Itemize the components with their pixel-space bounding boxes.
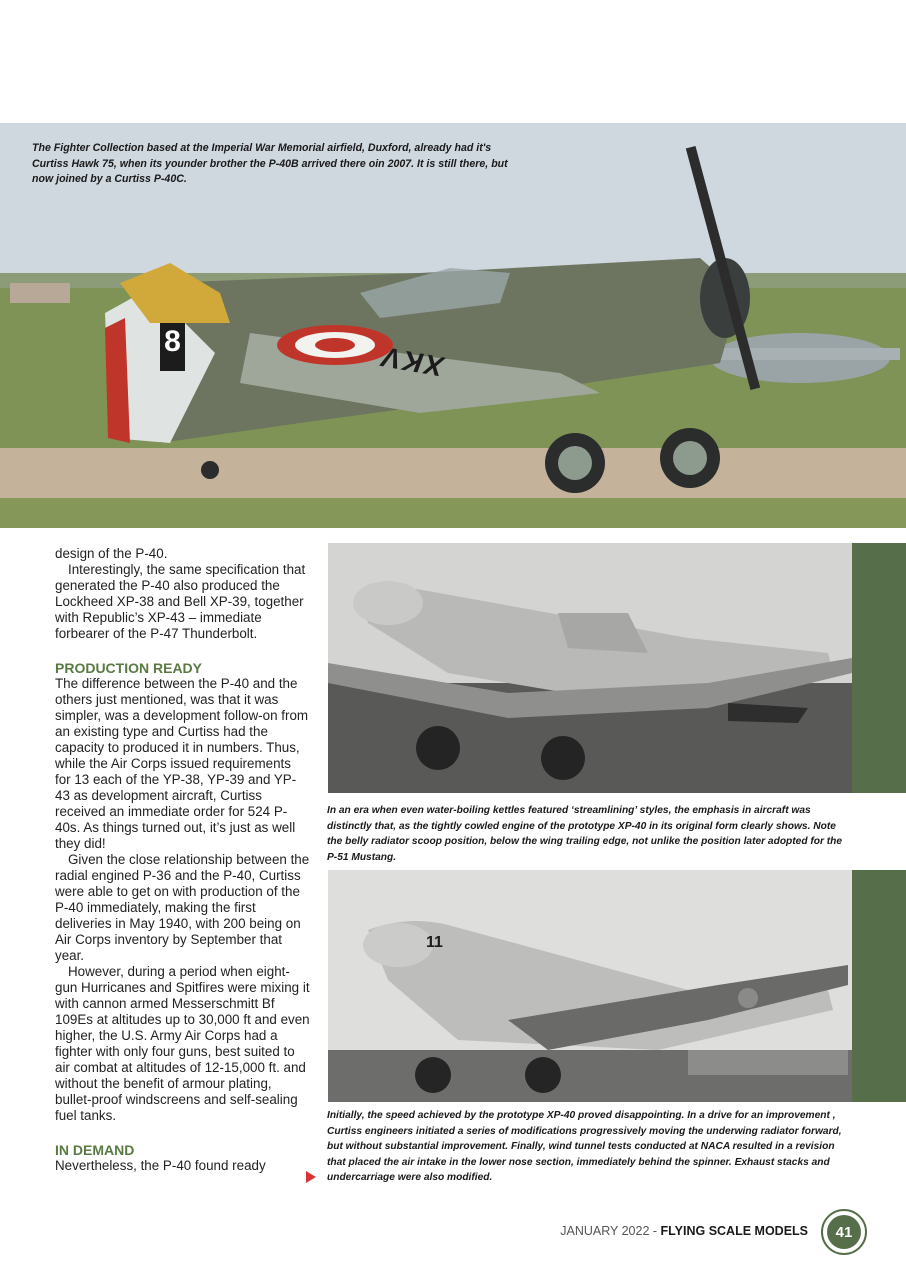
article-paragraph: Interestingly, the same specification that generated the P-40 also produced the Lockheed XP-38 and Bell XP-39, together with Republic’s XP-43 – immediate forbearer of the P-47 Thunderbolt. xyxy=(55,562,306,641)
aircraft-marking: XKV xyxy=(374,341,449,382)
top-photo-caption: The Fighter Collection based at the Imperial War Memorial airfield, Duxford, already had it's Curtiss Hawk 75, when its younder brother the P-40B arrived there oin 2007. It is still there, but now joined by a Curtiss P-40C. xyxy=(32,142,508,185)
xp-40-modified-image xyxy=(328,870,852,1102)
page-footer xyxy=(560,1224,808,1238)
article-paragraph: Given the close relationship between the radial engined P-36 and the P-40, Curtiss were able to get on with production of the P-40 immediately, making the first deliveries in May 1940, with 200 being on Air Corps inventory by September that year. xyxy=(55,852,310,963)
xp-40-photo-1 xyxy=(328,543,852,793)
article-column xyxy=(55,546,310,1174)
section-heading: IN DEMAND xyxy=(55,1142,135,1158)
tail-number: 8 xyxy=(164,325,181,358)
xp-40-photo-2 xyxy=(328,870,852,1102)
accent-bar xyxy=(852,543,906,793)
photo-caption: In an era when even water-boiling kettles featured ‘streamlining’ styles, the emphasis in aircraft was distinctly that, as the tightly cowled engine of the prototype XP-40 in its original form clearly shows. Note the belly radiator scoop position, below the wing trailing edge, not unlike the position later adopted for the P-51 Mustang. xyxy=(327,805,843,863)
section-heading: PRODUCTION READY xyxy=(55,660,203,676)
article-paragraph: design of the P-40. xyxy=(55,546,168,561)
photo-caption: Initially, the speed achieved by the prototype XP-40 proved disappointing. In a drive for an improvement , Curtiss engineers initiated a series of modifications progressively moving the underwing radiator forward, but without substantial improvement. Finally, wind tunnel tests conducted at NACA resulted in a revision that placed the air intake in the lower nose section, immediately behind the spinner. Exhaust stacks and undercarriage were also modified. xyxy=(327,1110,842,1183)
magazine-title: FLYING SCALE MODELS xyxy=(660,1224,808,1238)
continue-arrow-icon xyxy=(306,1171,316,1183)
accent-bar xyxy=(852,870,906,1102)
xp-40-prototype-image xyxy=(328,543,852,793)
article-paragraph: The difference between the P-40 and the others just mentioned, was that it was simpler, was a development follow-on from an existing type and Curtiss had the capacity to produced it in numbers. Thus, while the Air Corps issued requirements for 13 each of the YP-38, YP-39 and YP-43 as development aircraft, Curtiss received an immediate order for 524 P-40s. As things turned out, it’s just as well they did! xyxy=(55,676,309,851)
footer-separator: - xyxy=(649,1224,661,1238)
nose-number: 11 xyxy=(426,934,443,951)
article-paragraph: However, during a period when eight-gun Hurricanes and Spitfires were mixing it with cannon armed Messerschmitt Bf 109Es at altitudes up to 30,000 ft and even higher, the U.S. Army Air Corps had a fighter with only four guns, best suited to air combat at altitudes of 12-15,000 ft. and without the benefit of armour plating, bullet-proof windscreens and self-sealing fuel tanks. xyxy=(55,964,310,1123)
article-paragraph: Nevertheless, the P-40 found ready xyxy=(55,1158,266,1173)
page-number: 41 xyxy=(827,1215,861,1249)
page-number-badge xyxy=(821,1209,867,1255)
issue-date: JANUARY 2022 xyxy=(560,1224,650,1238)
